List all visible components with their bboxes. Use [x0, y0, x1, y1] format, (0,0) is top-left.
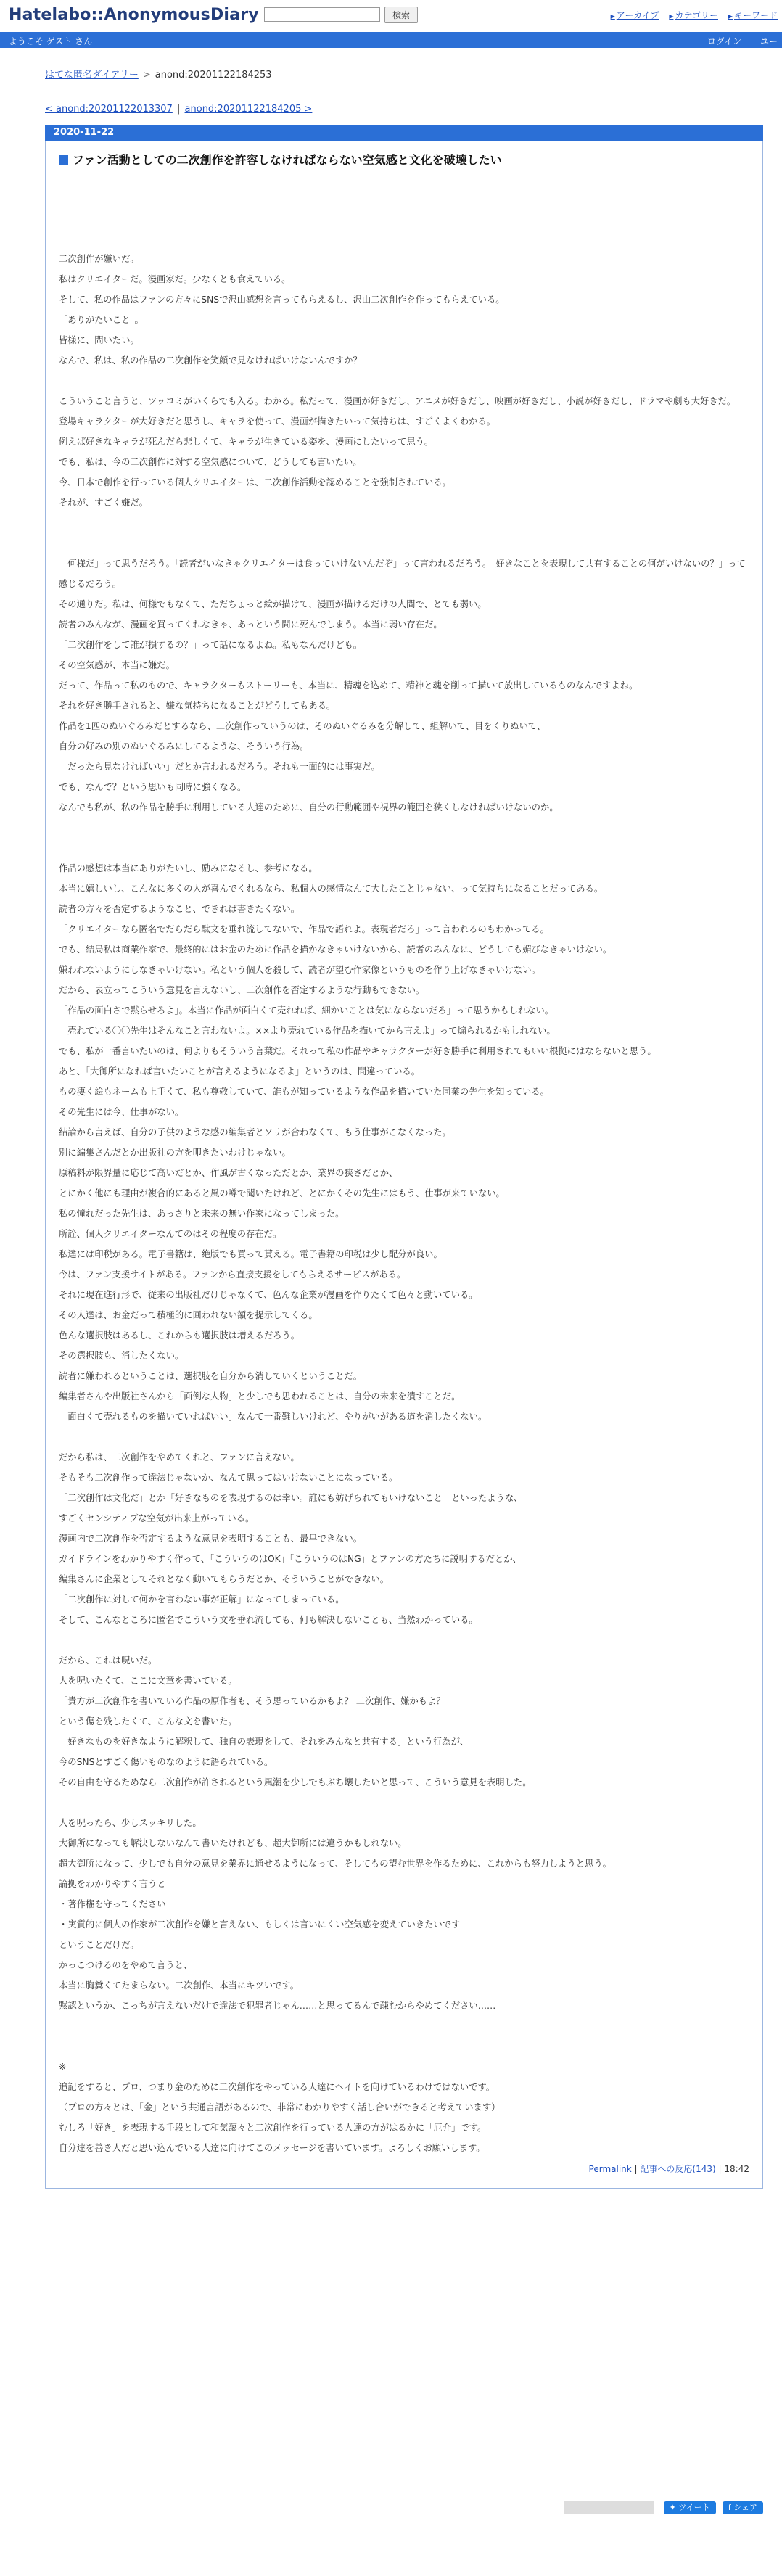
body-line: でも、私は、今の二次創作に対する空気感について、どうしても言いたい。	[59, 457, 362, 467]
body-line: 二次創作が嫌いだ。	[59, 254, 139, 264]
body-line: そもそも二次創作って違法じゃないか、なんて思ってはいけないことになっている。	[59, 1473, 398, 1483]
blank-line	[59, 208, 749, 229]
site-logo[interactable]: Hatelabo::AnonymousDiary	[9, 6, 259, 24]
body-line: それを好き勝手されると、嫌な気持ちになることがどうしてもある。	[59, 701, 336, 711]
body-line: 「何様だ」って思うだろう。「読者がいなきゃクリエイターは食っていけないんだぞ」って言われるだろう。「好きなことを表現して共有することの何がいけないの？」って	[59, 559, 746, 569]
body-line: 私はクリエイターだ。漫画家だ。少なくとも食えている。	[59, 274, 291, 284]
permalink-link[interactable]: Permalink	[588, 2164, 632, 2174]
body-line: かっこつけるのをやめて言うと、	[59, 1960, 193, 1970]
body-line: その先生には今、仕事がない。	[59, 1107, 184, 1117]
body-line: 「二次創作をして誰が損するの？」って話になるよね。私もなんだけども。	[59, 640, 363, 650]
keyword-link[interactable]: ▶ キーワード	[728, 10, 778, 20]
body-line: むしろ「好き」を表現する手段として和気藹々と二次創作を行っている人達の方がはるかに「厄介」です。	[59, 2123, 487, 2133]
prev-entry-link[interactable]: < anond:20201122013307	[45, 104, 173, 115]
body-line: 「作品の面白さで黙らせろよ」。本当に作品が面白くて売れれば、細かいことは気にならないだろ」って思うかもしれない。	[59, 1005, 554, 1016]
blank-line	[59, 168, 749, 188]
body-line: だから、これは呪いだ。	[59, 1655, 157, 1666]
body-line: 黙認というか、こっちが言えないだけで違法で犯罪者じゃん……と思ってるんで疎むからやめてください……	[59, 2001, 496, 2011]
body-line: ・実質的に個人の作家が二次創作を嫌と言えない、もしくは言いにくい空気感を変えていきたいです	[59, 1919, 461, 1930]
body-line: その選択肢も、消したくない。	[59, 1351, 184, 1361]
body-line: 「貴方が二次創作を書いている作品の原作者も、そう思っているかもよ？ 二次創作、嫌かもよ？」	[59, 1696, 454, 1706]
entry-time: 18:42	[724, 2164, 749, 2174]
body-line: 読者のみんなが、漫画を買ってくれなきゃ、あっという間に死んでしまう。本当に弱い存在だ。	[59, 620, 443, 630]
body-line: 「二次創作に対して何かを言わない事が正解」になってしまっている。	[59, 1594, 345, 1605]
body-line: 今は、ファン支援サイトがある。ファンから直接支援をしてもらえるサービスがある。	[59, 1270, 406, 1280]
body-line: なんで、私は、私の作品の二次創作を笑顔で見なければいけないんですか？	[59, 355, 362, 366]
body-line: 自分の好みの別のぬいぐるみにしてるような、そういう行為。	[59, 741, 309, 752]
greeting-text: ようこそ ゲスト さん	[9, 36, 93, 46]
archive-link[interactable]: ▶ アーカイブ	[611, 10, 659, 20]
body-line: 私の憧れだった先生は、あっさりと未来の無い作家になってしまった。	[59, 1209, 345, 1219]
body-line: 読者の方々を否定するようなこと、できれば書きたくない。	[59, 904, 300, 914]
share-label: シェア	[733, 2502, 757, 2512]
blank-line	[59, 229, 749, 249]
body-line: という傷を残したくて、こんな文を書いた。	[59, 1716, 237, 1727]
blank-line	[59, 2036, 749, 2057]
body-line: あと、「大御所になれば言いたいことが言えるようになるよ」というのは、間違っている。	[59, 1066, 421, 1077]
body-line: 超大御所になって、少しでも自分の意見を業界に通せるようになって、そしてもの望む世界を作るために、これからも努力しようと思う。	[59, 1859, 612, 1869]
footer-separator: |	[634, 2164, 638, 2174]
body-line: 編集さんに企業としてそれとなく動いてもらうだとか、そういうことができない。	[59, 1574, 389, 1584]
blank-line	[59, 818, 749, 838]
body-line: 論拠をわかりやすく言うと	[59, 1879, 166, 1889]
body-line: 色んな選択肢はあるし、これからも選択肢は増えるだろう。	[59, 1330, 300, 1341]
body-line: 追記をすると、プロ、つまり金のために二次創作をやっている人達にヘイトを向けているわけではないです。	[59, 2082, 495, 2092]
body-line: 皆様に、問いたい。	[59, 335, 139, 345]
body-line: 今のSNSとすごく傷いものなのように語られている。	[59, 1757, 273, 1767]
body-line: 本当に胸糞くてたまらない。二次創作、本当にキツいです。	[59, 1980, 300, 1991]
body-line: 大御所になっても解決しないなんて書いたけれども、超大御所には違うかもしれない。	[59, 1838, 407, 1848]
body-line: （プロの方々とは、「金」という共通言語があるので、非常にわかりやすく話し合いができると考えています）	[59, 2102, 501, 2112]
body-line: こういうこと言うと、ツッコミがいくらでも入る。わかる。私だって、漫画が好きだし、アニメが好きだし、映画が好きだし、小説が好きだし、ドラマや劇も大好きだ。	[59, 396, 736, 406]
title-marker-icon	[59, 155, 68, 165]
body-line: 「売れている〇〇先生はそんなこと言わないよ。××より売れている作品を描いてから言えよ」って煽られるかもしれない。	[59, 1026, 556, 1036]
body-line: 登場キャラクターが大好きだと思うし、キャラを使って、漫画が描きたいって気持ちは、すごくよくわかる。	[59, 416, 496, 427]
tweet-button[interactable]	[664, 2501, 716, 2514]
tweet-label: ツイート	[678, 2502, 710, 2512]
body-line: すごくセンシティブな空気が出来上がっている。	[59, 1513, 255, 1523]
share-icon: f	[728, 2502, 734, 2512]
user-bar	[0, 32, 782, 48]
body-line: そして、私の作品はファンの方々にSNSで沢山感想を言ってもらえるし、沢山二次創作を作ってもらえている。	[59, 295, 505, 305]
body-line: なんでも私が、私の作品を勝手に利用している人達のために、自分の行動範囲や視界の範囲を狭くしなければいけないのか。	[59, 802, 559, 812]
blank-line	[59, 2016, 749, 2036]
body-line: とにかく他にも理由が複合的にあると風の噂で聞いたけれど、とにかくその先生にはもう、仕事が来ていない。	[59, 1188, 505, 1198]
tweet-icon: ✦	[669, 2502, 679, 2512]
body-line: 感じるだろう。	[59, 579, 122, 589]
body-line: 編集者さんや出版社さんから「面倒な人物」と少しでも思われることは、自分の未来を潰すことだ。	[59, 1391, 461, 1402]
body-line: その自由を守るためなら二次創作が許されるという風潮を少しでもぶち壊したいと思って、こういう意見を表明した。	[59, 1777, 532, 1787]
entry-section	[45, 141, 763, 2189]
body-line: 例えば好きなキャラが死んだら悲しくて、キャラが生きている姿を、漫画にしたいって思う。	[59, 437, 434, 447]
entry-footer	[59, 2163, 749, 2175]
body-line: 嫌われないようにしなきゃいけない。私という個人を殺して、読者が望む作家像というものを作り上げなきゃいけない。	[59, 965, 540, 975]
body-line: だから、表立ってこういう意見を言えないし、二次創作を否定するような行動もできない。	[59, 985, 425, 995]
body-line: その通りだ。私は、何様でもなくて、ただちょっと絵が描けて、漫画が描けるだけの人間で、とても弱い。	[59, 599, 487, 609]
body-line: そして、こんなところに匿名でこういう文を垂れ流しても、何も解決しないことも、当然わかっている。	[59, 1615, 478, 1625]
entry-nav	[45, 104, 763, 115]
footer-separator-2: |	[718, 2164, 722, 2174]
body-line: 別に編集さんだとか出版社の方を叩きたいわけじゃない。	[59, 1148, 291, 1158]
body-line: 「クリエイターなら匿名でだらだら駄文を垂れ流してないで、作品で語れよ。表現者だろ」って言われるのもわかってる。	[59, 924, 549, 934]
blank-line	[59, 838, 749, 858]
entry-title[interactable]	[59, 151, 749, 168]
entry-body	[59, 168, 749, 2158]
body-line: 作品を1匹のぬいぐるみだとするなら、二次創作っていうのは、そのぬいぐるみを分解して、組解いて、目をくりぬいて、	[59, 721, 546, 731]
body-line: 読者に嫌われるということは、選択肢を自分から消していくということだ。	[59, 1371, 363, 1381]
breadcrumb-current: anond:20201122184253	[155, 70, 272, 81]
body-line: それに現在進行形で、従来の出版社だけじゃなくて、色んな企業が漫画を作りたくて色々と動いている。	[59, 1290, 478, 1300]
user-link[interactable]: ユー	[760, 36, 778, 46]
body-line: 「だったら見なければいい」だとか言われるだろう。それも一面的には事実だ。	[59, 762, 380, 772]
blank-line	[59, 513, 749, 533]
body-line: 所詮、個人クリエイターなんてのはその程度の存在だ。	[59, 1229, 282, 1239]
body-line: でも、私が一番言いたいのは、何よりもそういう言葉だ。それって私の作品やキャラクターが好き勝手に利用されてもいい根拠にはならないと思う。	[59, 1046, 657, 1056]
nav-separator: |	[177, 104, 181, 115]
body-line: 今、日本で創作を行っている個人クリエイターは、二次創作活動を認めることを強制されている。	[59, 477, 451, 487]
body-line: でも、なんで？という思いも同時に強くなる。	[59, 782, 247, 792]
blank-line	[59, 533, 749, 554]
body-line: その空気感が、本当に嫌だ。	[59, 660, 175, 670]
body-line: 本当に嬉しいし、こんなに多くの人が喜んでくれるなら、私個人の感情なんて大したことじゃない、って気持ちになることだってある。	[59, 884, 604, 894]
body-line: ※	[59, 2062, 67, 2072]
blank-line	[59, 1427, 749, 1447]
body-line: だって、作品って私のもので、キャラクターもストーリーも、本当に、精魂を込めて、精神と魂を削って描いて放出しているものなんですよね。	[59, 680, 638, 691]
next-entry-link[interactable]: anond:20201122184205 >	[184, 104, 313, 115]
blank-line	[59, 371, 749, 391]
main-content	[45, 48, 763, 2189]
body-line: 「面白くて売れるものを描いていればいい」なんて一番難しいけれど、やりがいがある道を消したくない。	[59, 1412, 487, 1422]
search-button[interactable]: 検索	[384, 7, 418, 23]
category-link[interactable]: ▶ カテゴリー	[669, 10, 718, 20]
body-line: 漫画内で二次創作を否定するような意見を表明することも、最早できない。	[59, 1534, 363, 1544]
date-header: 2020-11-22	[45, 125, 763, 141]
body-line: 結論から言えば、自分の子供のような感の編集者とソリが合わなくて、もう仕事がこなくなった。	[59, 1127, 451, 1137]
blank-line	[59, 188, 749, 208]
top-links	[604, 9, 778, 21]
body-line: 「二次創作は文化だ」とか「好きなものを表現するのは幸い。誰にも妨げられてもいけないこと」といったような、	[59, 1493, 523, 1503]
breadcrumb-separator: >	[142, 70, 151, 81]
reactions-link[interactable]: 記事への反応(143)	[640, 2164, 716, 2174]
body-line: 作品の感想は本当にありがたいし、励みになるし、参考になる。	[59, 863, 318, 873]
body-line: その人達は、お金だって積極的に回われない額を提示してくる。	[59, 1310, 318, 1320]
body-line: 「好きなものを好きなように解釈して、独自の表現をして、それをみんなと共有する」という行為が、	[59, 1737, 469, 1747]
body-line: だから私は、二次創作をやめてくれと、ファンに言えない。	[59, 1452, 300, 1462]
site-header	[0, 0, 782, 32]
body-line: もの凄く絵もネームも上手くて、私も尊敬していて、誰もが知っているような作品を描いていた同業の先生を知っている。	[59, 1087, 549, 1097]
breadcrumb	[45, 67, 763, 81]
body-line: ということだけだ。	[59, 1940, 139, 1950]
share-button[interactable]	[723, 2501, 763, 2514]
blank-line	[59, 1630, 749, 1650]
body-line: 私達には印税がある。電子書籍は、絶版でも買って貰える。電子書籍の印税は少し配分が良い。	[59, 1249, 443, 1259]
breadcrumb-home-link[interactable]: はてな匿名ダイアリー	[45, 70, 139, 81]
blank-line	[59, 1793, 749, 1813]
body-line: 原稿料が限界量に応じて高いだとか、作風が古くなっただとか、業界の狭さだとか、	[59, 1168, 398, 1178]
body-line: でも、結局私は商業作家で、最終的にはお金のために作品を描かなきゃいけないから、読者のみんなに、どうしても媚びなきゃいけない。	[59, 945, 612, 955]
body-line: ・著作権を守ってください	[59, 1899, 166, 1909]
entry-title-text: ファン活動としての二次創作を許容しなければならない空気感と文化を破壊したい	[73, 153, 502, 167]
body-line: ガイドラインをわかりやすく作って、「こういうのはOK」「こういうのはNG」とファンの方たちに説明するだとか、	[59, 1554, 522, 1564]
login-link[interactable]: ログイン	[707, 36, 742, 46]
body-line: 自分達を善き人だと思い込んでいる人達に向けてこのメッセージを書いています。よろしくお願いします。	[59, 2143, 485, 2153]
body-line: 人を呪ったら、少しスッキリした。	[59, 1818, 202, 1828]
search-input[interactable]	[264, 7, 380, 22]
bookmark-widget[interactable]	[564, 2501, 654, 2514]
body-line: 「ありがたいこと」。	[59, 315, 144, 325]
body-line: それが、すごく嫌だ。	[59, 498, 148, 508]
share-row	[564, 2500, 763, 2514]
body-line: 人を呪いたくて、ここに文章を書いている。	[59, 1676, 237, 1686]
